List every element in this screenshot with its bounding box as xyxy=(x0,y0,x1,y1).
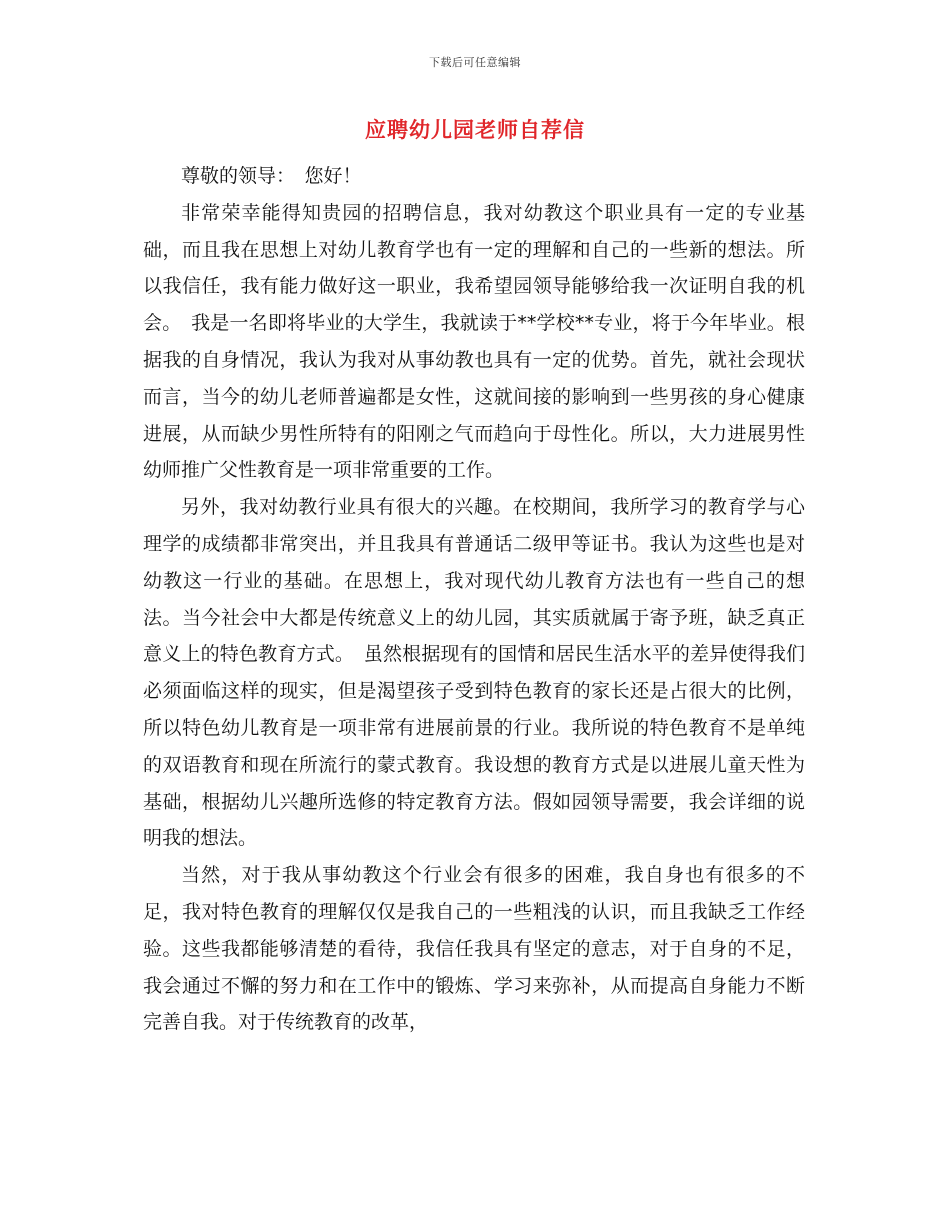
body-paragraph: 另外，我对幼教行业具有很大的兴趣。在校期间，我所学习的教育学与心理学的成绩都非常突出，并且我具有普通话二级甲等证书。我认为这些也是对幼教这一行业的基础。在思想上，我对现代幼儿教育方法也有一些自己的想法。当今社会中大都是传统意义上的幼儿园，其实质就属于寄予班，缺乏真正意义上的特色教育方式。 虽然根据现有的国情和居民生活水平的差异使得我们必须面临这样的现实，但是渴望孩子受到特色教育的家长还是占很大的比例，所以特色幼儿教育是一项非常有进展前景的行业。我所说的特色教育不是单纯的双语教育和现在所流行的蒙式教育。我设想的教育方式是以进展儿童天性为基础，根据幼儿兴趣所选修的特定教育方法。假如园领导需要，我会详细的说明我的想法。 xyxy=(143,496,805,850)
header-note: 下载后可任意编辑 xyxy=(429,56,521,69)
body-paragraph: 当然，对于我从事幼教这个行业会有很多的困难，我自身也有很多的不足，我对特色教育的理解仅仅是我自己的一些粗浅的认识，而且我缺乏工作经验。这些我都能够清楚的看待，我信任我具有坚定的意志，对于自身的不足，我会通过不懈的努力和在工作中的锻炼、学习来弥补，从而提高自身能力不断完善自我。对于传统教育的改革， xyxy=(143,864,805,1034)
document-title: 应聘幼儿园老师自荐信 xyxy=(365,118,585,142)
salutation: 尊敬的领导： 您好！ xyxy=(181,165,362,187)
letter-body xyxy=(143,158,805,1041)
body-paragraph: 非常荣幸能得知贵园的招聘信息，我对幼教这个职业具有一定的专业基础，而且我在思想上对幼儿教育学也有一定的理解和自己的一些新的想法。所以我信任，我有能力做好这一职业，我希望园领导能够给我一次证明自我的机会。 我是一名即将毕业的大学生，我就读于**学校**专业，将于今年毕业。根据我的自身情况，我认为我对从事幼教也具有一定的优势。首先，就社会现状而言，当今的幼儿老师普遍都是女性，这就间接的影响到一些男孩的身心健康进展，从而缺少男性所特有的阳刚之气而趋向于母性化。所以，大力进展男性幼师推广父性教育是一项非常重要的工作。 xyxy=(143,201,805,482)
